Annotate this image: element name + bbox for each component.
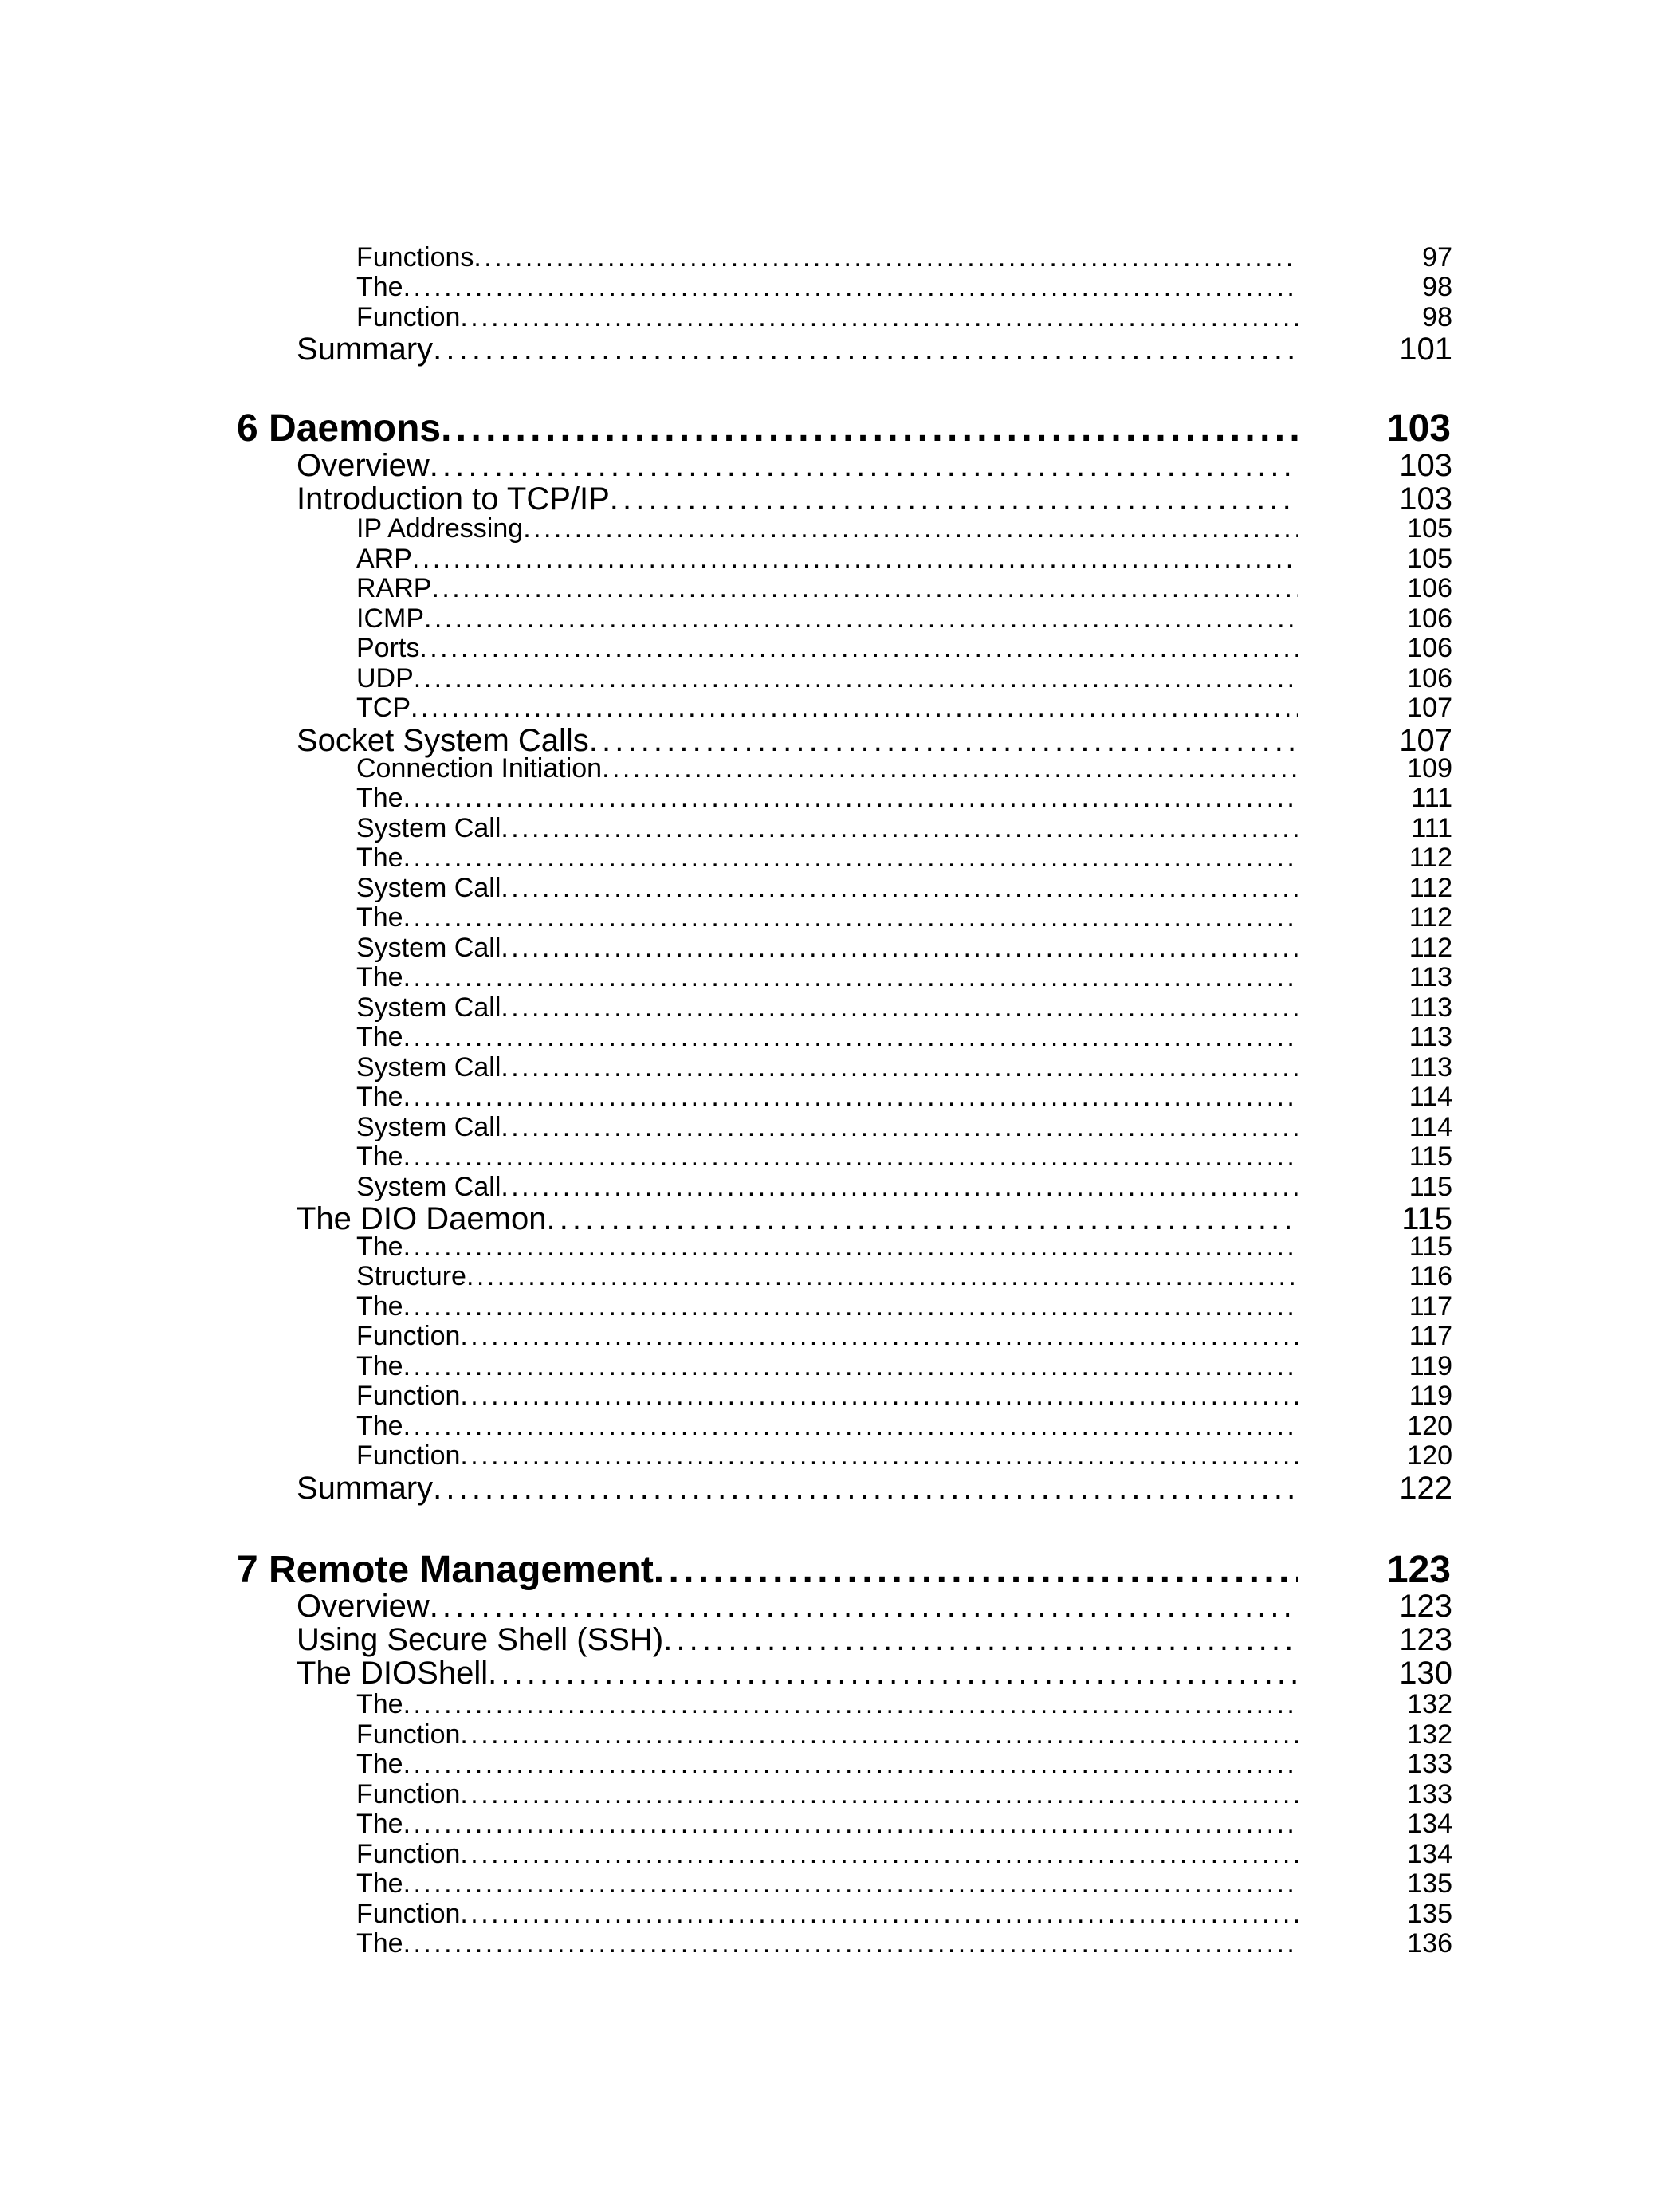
toc-subsection[interactable] xyxy=(356,1082,1452,1112)
toc-entry-title: Function xyxy=(356,1440,461,1471)
toc-subsection[interactable] xyxy=(356,843,1452,873)
toc-entry-page-number: 122 xyxy=(1399,1471,1452,1506)
toc-entry-page-number: 119 xyxy=(1409,1381,1452,1411)
toc-subsection[interactable] xyxy=(356,813,1452,843)
toc-entry-page-number: 132 xyxy=(1407,1689,1452,1719)
dot-leader xyxy=(501,1112,1298,1143)
toc-entry-title: The xyxy=(356,1291,403,1322)
toc-entry-title: IP Addressing xyxy=(356,513,524,544)
dot-leader xyxy=(403,1351,1298,1382)
toc-subsection[interactable] xyxy=(356,962,1452,992)
toc-entry-page-number: 115 xyxy=(1409,1232,1452,1262)
toc-subsection[interactable] xyxy=(356,272,1452,302)
dot-leader xyxy=(403,1689,1298,1720)
toc-chapter[interactable] xyxy=(237,1548,1451,1591)
toc-entry-title: The xyxy=(356,1689,403,1719)
dot-leader xyxy=(488,1656,1298,1691)
dot-leader xyxy=(654,1548,1298,1592)
dot-leader xyxy=(403,1232,1298,1263)
toc-entry-page-number: 114 xyxy=(1409,1082,1452,1112)
dot-leader xyxy=(424,603,1298,635)
toc-subsection[interactable] xyxy=(356,242,1452,273)
toc-entry-title: Using Secure Shell (SSH) xyxy=(297,1622,664,1657)
toc-subsection[interactable] xyxy=(356,1261,1452,1291)
toc-entry-title: System Call xyxy=(356,1112,501,1142)
toc-entry-title: The xyxy=(356,1411,403,1441)
toc-subsection[interactable] xyxy=(356,1749,1452,1779)
toc-entry-title: System Call xyxy=(356,873,501,903)
dot-leader xyxy=(403,962,1298,993)
toc-subsection[interactable] xyxy=(356,1868,1452,1899)
toc-subsection[interactable] xyxy=(356,633,1452,663)
toc-entry-page-number: 133 xyxy=(1407,1749,1452,1779)
toc-entry-page-number: 133 xyxy=(1407,1779,1452,1809)
toc-entry-page-number: 116 xyxy=(1409,1261,1452,1291)
toc-entry-page-number: 113 xyxy=(1409,962,1452,992)
toc-entry-page-number: 135 xyxy=(1407,1868,1452,1899)
toc-entry-title: Function xyxy=(356,1719,461,1750)
toc-entry-title: Overview xyxy=(297,448,430,483)
toc-entry-title: Summary xyxy=(297,1471,434,1506)
dot-leader xyxy=(403,1749,1298,1780)
toc-entry-page-number: 132 xyxy=(1407,1719,1452,1750)
toc-entry-page-number: 115 xyxy=(1409,1172,1452,1202)
dot-leader xyxy=(403,1082,1298,1113)
toc-subsection[interactable] xyxy=(356,1112,1452,1142)
toc-subsection[interactable] xyxy=(356,1141,1452,1172)
toc-entry-title: Socket System Calls xyxy=(297,723,589,758)
toc-entry-page-number: 106 xyxy=(1407,633,1452,663)
toc-entry-title: 6 Daemons xyxy=(237,407,442,450)
dot-leader xyxy=(430,1589,1298,1625)
dot-leader xyxy=(474,242,1298,273)
toc-entry-page-number: 103 xyxy=(1399,448,1452,483)
dot-leader xyxy=(501,933,1298,964)
toc-entry-title: The xyxy=(356,1082,403,1112)
dot-leader xyxy=(501,873,1298,904)
toc-subsection[interactable] xyxy=(356,1839,1452,1869)
toc-entry-title: Function xyxy=(356,1381,461,1411)
dot-leader xyxy=(460,1440,1298,1471)
toc-entry-title: Introduction to TCP/IP xyxy=(297,481,610,517)
toc-entry-title: Summary xyxy=(297,332,434,367)
toc-entry-title: The xyxy=(356,1868,403,1899)
toc-entry-title: UDP xyxy=(356,663,414,693)
toc-section[interactable] xyxy=(297,723,1452,758)
toc-entry-page-number: 111 xyxy=(1411,813,1452,843)
toc-subsection[interactable] xyxy=(356,1172,1452,1202)
dot-leader xyxy=(663,1622,1298,1658)
dot-leader xyxy=(433,1471,1298,1507)
toc-subsection[interactable] xyxy=(356,544,1452,574)
toc-entry-title: Ports xyxy=(356,633,420,663)
toc-entry-page-number: 136 xyxy=(1407,1928,1452,1959)
toc-entry-page-number: 111 xyxy=(1411,783,1452,813)
dot-leader xyxy=(403,843,1298,874)
dot-leader xyxy=(419,633,1298,664)
toc-entry-page-number: 106 xyxy=(1407,663,1452,693)
toc-subsection[interactable] xyxy=(356,1899,1452,1929)
toc-entry-title: Function xyxy=(356,302,461,332)
toc-entry-page-number: 123 xyxy=(1399,1589,1452,1624)
dot-leader xyxy=(460,1381,1298,1412)
toc-entry-title: The xyxy=(356,1749,403,1779)
toc-entry-page-number: 105 xyxy=(1407,513,1452,544)
toc-entry-title: The xyxy=(356,272,403,302)
toc-entry-page-number: 115 xyxy=(1401,1201,1452,1236)
toc-entry-page-number: 117 xyxy=(1409,1291,1452,1322)
dot-leader xyxy=(403,1411,1298,1442)
toc-subsection[interactable] xyxy=(356,1232,1452,1262)
toc-entry-page-number: 119 xyxy=(1409,1351,1452,1381)
dot-leader xyxy=(460,302,1298,333)
toc-section[interactable] xyxy=(297,1622,1452,1657)
dot-leader xyxy=(403,1868,1298,1900)
toc-entry-page-number: 98 xyxy=(1422,302,1452,332)
toc-entry-title: The xyxy=(356,1351,403,1381)
toc-entry-page-number: 134 xyxy=(1407,1809,1452,1839)
toc-entry-page-number: 123 xyxy=(1386,1549,1451,1591)
toc-entry-page-number: 103 xyxy=(1399,481,1452,517)
toc-entry-page-number: 135 xyxy=(1407,1899,1452,1929)
toc-entry-title: The xyxy=(356,843,403,873)
toc-subsection[interactable] xyxy=(356,1411,1452,1441)
toc-entry-page-number: 117 xyxy=(1409,1321,1452,1351)
toc-entry-title: System Call xyxy=(356,813,501,843)
toc-subsection[interactable] xyxy=(356,1719,1452,1750)
toc-entry-title: The xyxy=(356,1022,403,1052)
dot-leader xyxy=(411,693,1298,724)
dot-leader xyxy=(460,1779,1298,1810)
toc-entry-page-number: 98 xyxy=(1422,272,1452,302)
toc-section[interactable] xyxy=(297,1471,1452,1506)
toc-entry-title: The xyxy=(356,1809,403,1839)
toc-entry-page-number: 112 xyxy=(1409,873,1452,903)
dot-leader xyxy=(403,1291,1298,1322)
toc-section[interactable] xyxy=(297,1656,1452,1691)
toc-entry-title: The DIOShell xyxy=(297,1656,489,1691)
toc-entry-page-number: 114 xyxy=(1409,1112,1452,1142)
toc-subsection[interactable] xyxy=(356,1779,1452,1809)
toc-entry-page-number: 109 xyxy=(1407,753,1452,784)
toc-subsection[interactable] xyxy=(356,1291,1452,1322)
toc-entry-title: System Call xyxy=(356,1052,501,1082)
toc-entry-title: Structure xyxy=(356,1261,466,1291)
toc-subsection[interactable] xyxy=(356,933,1452,963)
toc-entry-title: The xyxy=(356,902,403,933)
dot-leader xyxy=(501,1052,1298,1083)
toc-entry-title: Connection Initiation xyxy=(356,753,603,784)
toc-subsection[interactable] xyxy=(356,1440,1452,1471)
toc-subsection[interactable] xyxy=(356,1022,1452,1052)
dot-leader xyxy=(460,1719,1298,1750)
toc-section[interactable] xyxy=(297,1201,1452,1236)
dot-leader xyxy=(403,902,1298,933)
dot-leader xyxy=(403,1141,1298,1173)
toc-subsection[interactable] xyxy=(356,1351,1452,1381)
toc-subsection[interactable] xyxy=(356,573,1452,603)
toc-subsection[interactable] xyxy=(356,753,1452,784)
toc-entry-page-number: 106 xyxy=(1407,603,1452,634)
toc-subsection[interactable] xyxy=(356,902,1452,933)
toc-subsection[interactable] xyxy=(356,302,1452,332)
toc-subsection[interactable] xyxy=(356,1321,1452,1351)
dot-leader xyxy=(602,753,1298,784)
toc-entry-title: 7 Remote Management xyxy=(237,1549,654,1591)
toc-entry-title: ARP xyxy=(356,544,412,574)
dot-leader xyxy=(414,663,1298,694)
toc-entry-title: Function xyxy=(356,1839,461,1869)
dot-leader xyxy=(430,448,1298,484)
toc-entry-page-number: 107 xyxy=(1407,693,1452,723)
dot-leader xyxy=(403,1022,1298,1053)
toc-entry-title: Function xyxy=(356,1779,461,1809)
toc-entry-title: Function xyxy=(356,1899,461,1929)
toc-entry-page-number: 107 xyxy=(1399,723,1452,758)
dot-leader xyxy=(403,272,1298,303)
toc-section[interactable] xyxy=(297,448,1452,483)
toc-entry-page-number: 120 xyxy=(1407,1440,1452,1471)
toc-entry-title: The xyxy=(356,962,403,992)
dot-leader xyxy=(412,544,1298,575)
dot-leader xyxy=(501,1172,1298,1203)
toc-section[interactable] xyxy=(297,481,1452,517)
toc-chapter[interactable] xyxy=(237,407,1451,450)
toc-entry-title: ICMP xyxy=(356,603,424,634)
dot-leader xyxy=(403,783,1298,814)
toc-subsection[interactable] xyxy=(356,1689,1452,1719)
toc-subsection[interactable] xyxy=(356,663,1452,693)
toc-entry-title: The xyxy=(356,783,403,813)
toc-entry-page-number: 106 xyxy=(1407,573,1452,603)
toc-entry-title: System Call xyxy=(356,933,501,963)
toc-entry-title: The xyxy=(356,1141,403,1172)
dot-leader xyxy=(431,573,1298,604)
toc-entry-page-number: 113 xyxy=(1409,1052,1452,1082)
toc-subsection[interactable] xyxy=(356,513,1452,544)
toc-entry-title: Overview xyxy=(297,1589,430,1624)
toc-entry-title: Function xyxy=(356,1321,461,1351)
toc-entry-page-number: 112 xyxy=(1409,843,1452,873)
toc-section[interactable] xyxy=(297,1589,1452,1624)
toc-subsection[interactable] xyxy=(356,783,1452,813)
toc-subsection[interactable] xyxy=(356,1809,1452,1839)
toc-entry-page-number: 112 xyxy=(1409,902,1452,933)
toc-subsection[interactable] xyxy=(356,873,1452,903)
dot-leader xyxy=(466,1261,1298,1292)
toc-entry-title: System Call xyxy=(356,1172,501,1202)
toc-subsection[interactable] xyxy=(356,1928,1452,1959)
dot-leader xyxy=(460,1899,1298,1930)
toc-subsection[interactable] xyxy=(356,1052,1452,1082)
dot-leader xyxy=(501,992,1298,1023)
dot-leader xyxy=(441,407,1298,450)
dot-leader xyxy=(403,1928,1298,1959)
toc-entry-page-number: 105 xyxy=(1407,544,1452,574)
toc-section[interactable] xyxy=(297,332,1452,367)
dot-leader xyxy=(403,1809,1298,1840)
toc-entry-page-number: 115 xyxy=(1409,1141,1452,1172)
toc-entry-page-number: 123 xyxy=(1399,1622,1452,1657)
dot-leader xyxy=(501,813,1298,844)
toc-subsection[interactable] xyxy=(356,992,1452,1023)
toc-subsection[interactable] xyxy=(356,693,1452,723)
toc-entry-page-number: 134 xyxy=(1407,1839,1452,1869)
toc-entry-page-number: 113 xyxy=(1409,1022,1452,1052)
toc-entry-title: The xyxy=(356,1928,403,1959)
toc-entry-page-number: 130 xyxy=(1399,1656,1452,1691)
toc-entry-page-number: 120 xyxy=(1407,1411,1452,1441)
toc-subsection[interactable] xyxy=(356,1381,1452,1411)
toc-entry-page-number: 97 xyxy=(1422,242,1452,273)
toc-entry-title: The DIO Daemon xyxy=(297,1201,547,1236)
dot-leader xyxy=(610,481,1298,517)
toc-entry-title: System Call xyxy=(356,992,501,1023)
toc-entry-title: TCP xyxy=(356,693,411,723)
toc-entry-title: RARP xyxy=(356,573,432,603)
toc-entry-page-number: 101 xyxy=(1399,332,1452,367)
toc-subsection[interactable] xyxy=(356,603,1452,634)
toc-entry-page-number: 112 xyxy=(1409,933,1452,963)
dot-leader xyxy=(460,1321,1298,1352)
toc-entry-page-number: 113 xyxy=(1409,992,1452,1023)
toc-entry-title: The xyxy=(356,1232,403,1262)
toc-entry-page-number: 103 xyxy=(1386,407,1451,450)
toc-entry-title: Functions xyxy=(356,242,474,273)
dot-leader xyxy=(460,1839,1298,1870)
dot-leader xyxy=(433,332,1298,367)
dot-leader xyxy=(523,513,1298,544)
